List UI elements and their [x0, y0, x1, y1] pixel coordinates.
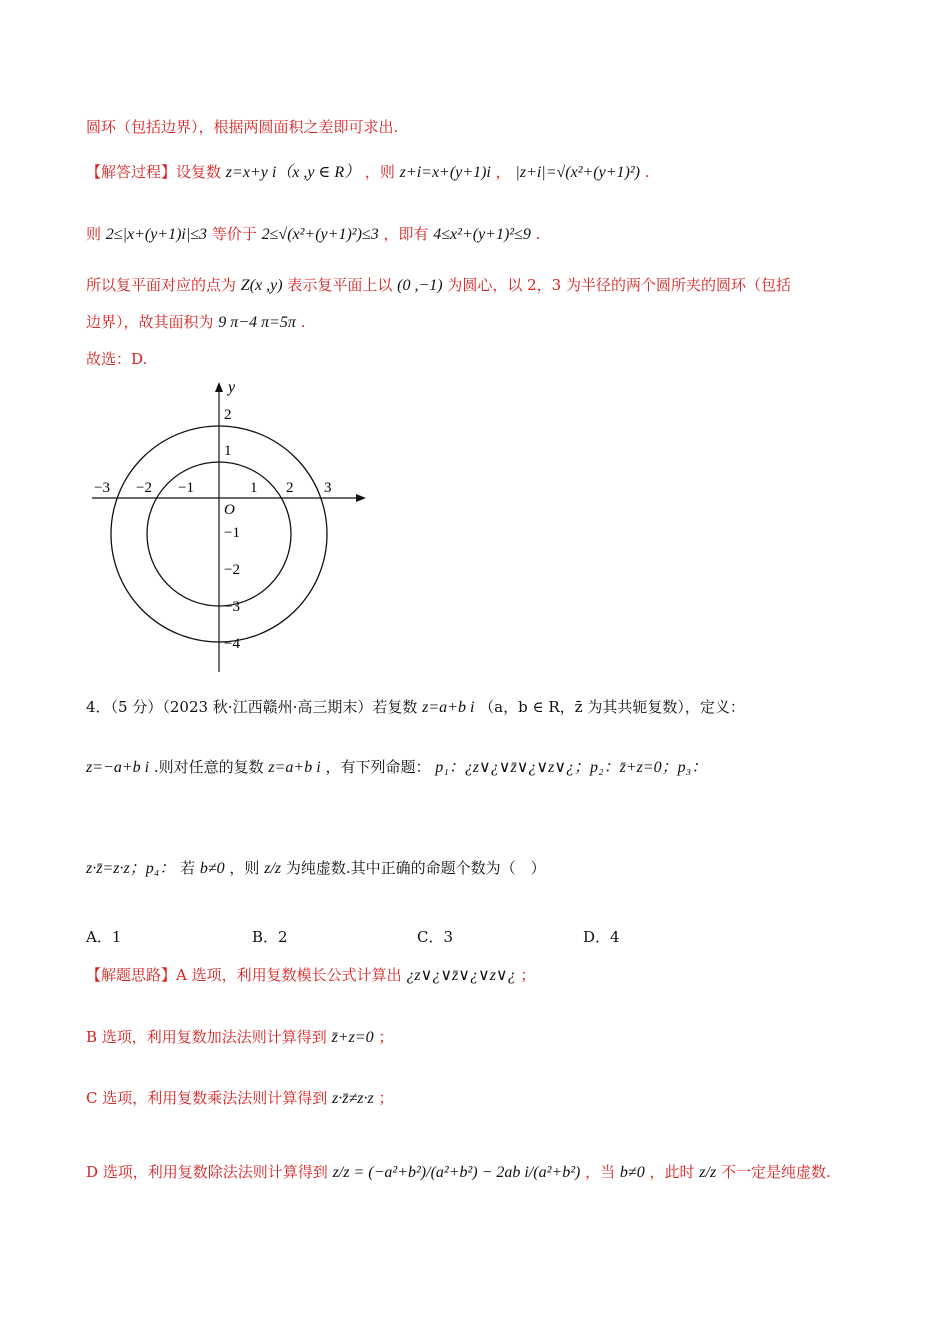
- solution-line-3: [86, 224, 540, 245]
- question-line-3: [86, 858, 546, 879]
- choice-c: C．3: [417, 928, 454, 946]
- math-expression: z·z̄≠z·z: [332, 1090, 374, 1107]
- solution-line-6: [86, 349, 147, 369]
- math-expression: z=a+b i: [422, 699, 475, 716]
- math-expression: z+i=x+(y+1)i: [399, 164, 491, 181]
- x-tick-label: −3: [94, 480, 110, 496]
- x-tick-label: 2: [286, 480, 294, 496]
- question-line-1: [86, 697, 745, 718]
- section-heading: 【解答过程】设复数: [86, 163, 222, 181]
- analysis-text: ；: [378, 1089, 394, 1107]
- solution-line-5: [86, 312, 306, 333]
- x-tick-label: 1: [250, 480, 258, 496]
- analysis-line-1: [86, 965, 535, 986]
- y-tick-label: 1: [224, 443, 232, 459]
- analysis-text: B 选项，利用复数加法法则计算得到: [86, 1028, 327, 1046]
- choice-a: A．1: [86, 928, 122, 946]
- solution-text: .: [300, 313, 306, 331]
- math-expression: 2≤√(x²+(y+1)²)≤3: [261, 226, 379, 243]
- choice-b: B．2: [252, 928, 288, 946]
- solution-line-2: [86, 162, 650, 183]
- math-expression: z=−a+b i: [86, 759, 150, 776]
- math-expression: z·z̄=z·z；p₄：: [86, 860, 176, 877]
- math-expression: b≠0: [199, 860, 225, 877]
- analysis-line-2: [86, 1027, 393, 1048]
- math-expression: 9 π−4 π=5π: [218, 314, 296, 331]
- math-expression: z=a+b i: [268, 759, 321, 776]
- analysis-text: ；: [520, 966, 536, 984]
- solution-text: ，: [495, 163, 511, 181]
- math-expression: ¿z∨¿∨z̄∨¿∨z∨¿: [406, 967, 516, 984]
- math-expression: z/z: [264, 860, 282, 877]
- solution-text: .: [535, 225, 541, 243]
- math-expression: b≠0: [619, 1164, 645, 1181]
- question-text: 4．（5 分）（2023 秋·江西赣州·高三期末）若复数: [86, 698, 418, 716]
- math-expression: z=x+y i（x ,y ∈ R）: [225, 164, 361, 181]
- question-text: 为纯虚数.其中正确的命题个数为（ ）: [285, 859, 546, 877]
- analysis-text: 不一定是纯虚数.: [720, 1163, 831, 1181]
- question-line-2: [86, 757, 707, 778]
- answer-text: 故选：D.: [86, 350, 148, 368]
- math-expression: (0 ,−1): [397, 277, 443, 294]
- math-expression: z̄+z=0: [331, 1029, 374, 1046]
- section-heading: 【解题思路】A 选项，利用复数模长公式计算出: [86, 966, 402, 984]
- solution-text: 则: [86, 225, 102, 243]
- y-tick-label: −2: [224, 562, 240, 578]
- x-axis-arrow: [356, 494, 366, 502]
- solution-line-1: [86, 117, 398, 137]
- math-expression: 2≤|x+(y+1)i|≤3: [105, 226, 208, 243]
- solution-text: .: [644, 163, 650, 181]
- solution-text: 为圆心，以 2，3 为半径的两个圆所夹的圆环（包括: [447, 276, 792, 294]
- solution-text: ，则: [364, 163, 395, 181]
- solution-line-4: [86, 275, 791, 296]
- annulus-figure: [88, 374, 370, 678]
- y-axis-label: y: [228, 379, 236, 396]
- solution-text: ，即有: [383, 225, 429, 243]
- analysis-text: ，此时: [649, 1163, 695, 1181]
- math-expression: z/z = (−a²+b²)/(a²+b²) − 2ab i/(a²+b²): [332, 1164, 581, 1181]
- math-expression: p₁：¿z∨¿∨z̄∨¿∨z∨¿；p₂：z̄+z=0；p₃：: [435, 759, 708, 776]
- analysis-line-3: [86, 1088, 394, 1109]
- math-expression: z/z: [699, 1164, 717, 1181]
- analysis-text: D 选项，利用复数除法法则计算得到: [86, 1163, 328, 1181]
- x-tick-label: −2: [136, 480, 152, 496]
- choice-d: D．4: [583, 928, 620, 946]
- question-text: ，有下列命题：: [325, 758, 431, 776]
- analysis-text: C 选项，利用复数乘法法则计算得到: [86, 1089, 328, 1107]
- solution-text: 等价于: [211, 225, 257, 243]
- analysis-text: ；: [378, 1028, 394, 1046]
- y-axis-arrow: [215, 382, 223, 392]
- math-expression: Z(x ,y): [240, 277, 283, 294]
- analysis-line-4: [86, 1162, 831, 1183]
- y-tick-label: −1: [224, 525, 240, 541]
- question-text: 若: [180, 859, 196, 877]
- x-tick-label: 3: [324, 480, 332, 496]
- question-text: （a，b ∈ R，z̄ 为其共轭复数），定义：: [479, 698, 745, 716]
- math-expression: |z+i|=√(x²+(y+1)²): [515, 164, 640, 181]
- solution-text: 表示复平面上以: [287, 276, 393, 294]
- solution-text: 所以复平面对应的点为: [86, 276, 237, 294]
- origin-label: O: [224, 502, 235, 518]
- solution-text: 圆环（包括边界），根据两圆面积之差即可求出.: [86, 118, 399, 136]
- question-text: ，则: [229, 859, 260, 877]
- math-expression: 4≤x²+(y+1)²≤9: [433, 226, 531, 243]
- question-text: .则对任意的复数: [153, 758, 264, 776]
- solution-text: 边界），故其面积为: [86, 313, 214, 331]
- analysis-text: ，当: [585, 1163, 616, 1181]
- x-tick-label: −1: [178, 480, 194, 496]
- y-tick-label: −3: [224, 599, 240, 615]
- y-tick-label: 2: [224, 407, 232, 423]
- y-tick-label: −4: [224, 636, 240, 652]
